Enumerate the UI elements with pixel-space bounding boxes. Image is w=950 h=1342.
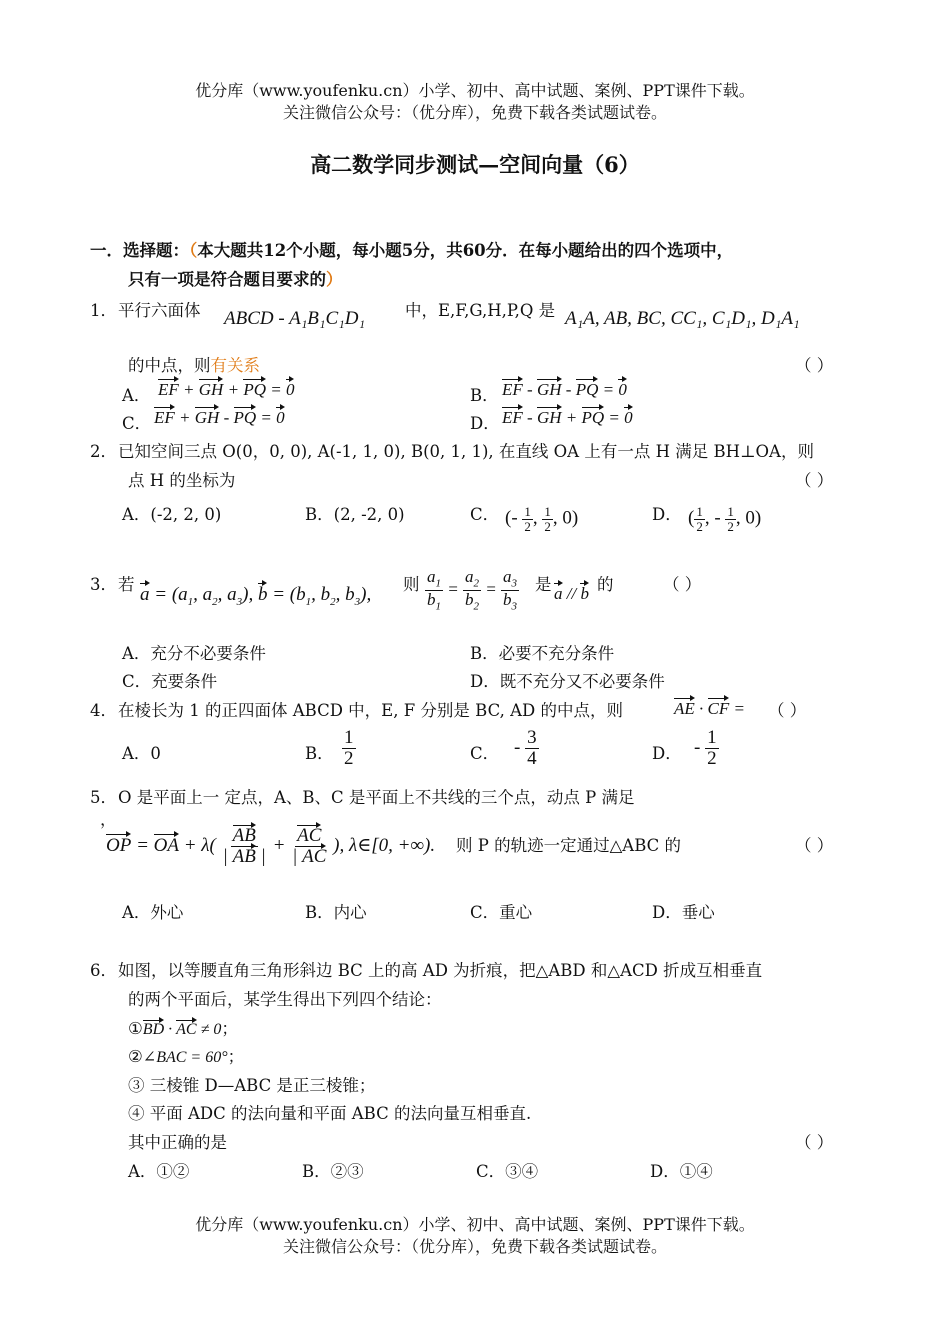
q4-number: 4．: [90, 701, 117, 720]
q5-option-a: A．外心: [122, 903, 184, 922]
q3-option-d: D．既不充分又不必要条件: [470, 672, 665, 691]
q6-option-c: C．③④: [476, 1162, 539, 1181]
q6-option-a: A．①②: [128, 1162, 190, 1181]
q3-number: 3．: [90, 575, 117, 594]
q3-ratio: $\frac{a_1}{b_1}$ = $\frac{a_2}{b_2}$ = $\frac{a_3}{b_3}$: [427, 567, 517, 613]
q3-de: 的: [597, 575, 614, 594]
q3-option-c: C．充要条件: [122, 672, 218, 691]
header-line-2: 关注微信公众号：（优分库），免费下载各类试题试卷。: [282, 103, 667, 122]
q4-option-b: $\frac{1}{2}$: [344, 727, 354, 769]
q5-number: 5．: [90, 788, 117, 807]
q6-conclusion-4: ④ 平面 ADC 的法向量和平面 ABC 的法向量互相垂直.: [128, 1104, 532, 1123]
q1-option-b: EF - GH - PQ = 0: [502, 380, 627, 399]
q4-option-d: - $\frac{1}{2}$: [694, 727, 717, 769]
q1-option-d-label: D．: [470, 414, 500, 433]
section-paren-open: （: [189, 241, 198, 260]
q3-vectors: $a = (a_1$, $a_2$, $a_3$), $b = (b_1$, $b_2$, $b_3$),: [140, 584, 372, 608]
q5-answer-bracket: （ ）: [795, 836, 834, 855]
q4-option-b-label: B．: [305, 744, 334, 763]
q4-option-a: A．0: [122, 744, 161, 763]
q1-edges: A₁A, AB, BC, CC₁, C₁D₁, D₁A₁: [565, 308, 800, 329]
q5-formula: OP = OA + λ( $\frac{AB}{| AB |}$ + $\frac{AC}{| AC}$ ), λ∈[0, +∞).: [106, 825, 436, 867]
q4-expr: AE · CF =: [674, 699, 745, 718]
q1-stem-line-2: [128, 352, 260, 376]
section-desc-1: 本大题共12个小题，每小题5分，共60分．在每小题给出的四个选项中，: [197, 241, 734, 260]
q3-option-a: A．充分不必要条件: [122, 644, 266, 663]
q6-conclusion-2: ②∠BAC = 60°；: [128, 1047, 245, 1066]
q5-option-d: D．垂心: [652, 903, 715, 922]
q3-shi: 是: [535, 575, 552, 594]
q6-number: 6．: [90, 961, 117, 980]
q3-ruo: 若: [118, 575, 135, 594]
q6-conclusion-3: ③ 三棱锥 D—ABC 是正三棱锥；: [128, 1076, 376, 1095]
section-heading-line-2: [128, 266, 343, 290]
q1-option-c: EF + GH - PQ = 0: [154, 408, 285, 427]
q5-option-b: B．内心: [305, 903, 367, 922]
q3-answer-bracket: （ ）: [663, 575, 702, 594]
q2-option-d-label: D．: [652, 505, 682, 524]
q1-stem-a: 平行六面体: [118, 301, 201, 320]
q6-option-b: B．②③: [302, 1162, 364, 1181]
footer-line-2: 关注微信公众号：（优分库），免费下载各类试题试卷。: [282, 1237, 667, 1256]
q1-stem-c: 有关系: [210, 356, 260, 375]
q6-option-d: D．①④: [650, 1162, 713, 1181]
q5-tail: 则 P 的轨迹一定通过△ABC 的: [456, 836, 681, 855]
q1-solid: ABCD - A₁B₁C₁D₁: [224, 308, 366, 329]
q3-option-b: B．必要不充分条件: [470, 644, 615, 663]
q4-answer-bracket: （ ）: [768, 701, 807, 720]
q6-answer-bracket: （ ）: [795, 1133, 834, 1152]
section-heading: [90, 237, 733, 261]
q2-answer-bracket: （ ）: [795, 471, 834, 490]
section-desc-2: 只有一项是符合题目要求的: [128, 270, 326, 289]
q4-option-d-label: D．: [652, 744, 682, 763]
q2-option-b: B．(2, -2, 0): [305, 505, 405, 524]
q2-option-c-label: C．: [470, 505, 500, 524]
q1-option-a-label: A．: [122, 386, 151, 405]
page-title: 高二数学同步测试—空间向量（6）: [310, 152, 640, 177]
q1-stem-b: 的中点，则: [128, 356, 211, 375]
q4-stem: 在棱长为 1 的正四面体 ABCD 中，E, F 分别是 BC, AD 的中点，则: [118, 701, 623, 720]
q2-option-c: (- $\frac{1}{2}$ , $\frac{1}{2}$ , 0): [505, 504, 579, 534]
q2-option-d: ( $\frac{1}{2}$ , - $\frac{1}{2}$ , 0): [688, 504, 762, 534]
q1-option-b-label: B．: [470, 386, 499, 405]
section-paren-close: ）: [326, 270, 343, 289]
q3-ze: 则: [403, 575, 420, 594]
q5-line-1: O 是平面上一 定点，A、B、C 是平面上不共线的三个点，动点 P 满足: [118, 788, 635, 807]
q1-mid: 中，E,F,G,H,P,Q 是: [405, 301, 556, 320]
q5-comma: ，: [100, 810, 117, 829]
q4-option-c: - $\frac{3}{4}$: [514, 727, 537, 769]
q1-answer-bracket: （ ）: [795, 356, 834, 375]
q2-line-1: 已知空间三点 O(0，0, 0), A(-1, 1, 0), B(0, 1, 1), 在直线 OA 上有一点 H 满足 BH⊥OA，则: [118, 442, 814, 461]
q1-number: 1．: [90, 301, 117, 320]
q2-line-2: 点 H 的坐标为: [128, 471, 236, 490]
q1-option-d: EF - GH + PQ = 0: [502, 408, 633, 427]
q3-parallel: a // b: [554, 584, 589, 603]
q6-ask: 其中正确的是: [128, 1133, 227, 1152]
footer-line-1: 优分库（www.youfenku.cn）小学、初中、高中试题、案例、PPT课件下载。: [195, 1215, 755, 1234]
q6-line-2: 的两个平面后，某学生得出下列四个结论：: [128, 990, 442, 1009]
q2-option-a: A．(-2, 2, 0): [122, 505, 222, 524]
q1-option-c-label: C．: [122, 414, 152, 433]
q1-option-a: EF + GH + PQ = 0: [158, 380, 295, 399]
q4-option-c-label: C．: [470, 744, 500, 763]
header-line-1: 优分库（www.youfenku.cn）小学、初中、高中试题、案例、PPT课件下载。: [195, 81, 755, 100]
q6-conclusion-1: ①BD · AC ≠ 0；: [128, 1019, 238, 1038]
section-label: 一．选择题：: [90, 241, 189, 260]
q6-line-1: 如图，以等腰直角三角形斜边 BC 上的高 AD 为折痕，把△ABD 和△ACD 折成互相垂直: [118, 961, 763, 980]
q5-option-c: C．重心: [470, 903, 533, 922]
q2-number: 2．: [90, 442, 117, 461]
